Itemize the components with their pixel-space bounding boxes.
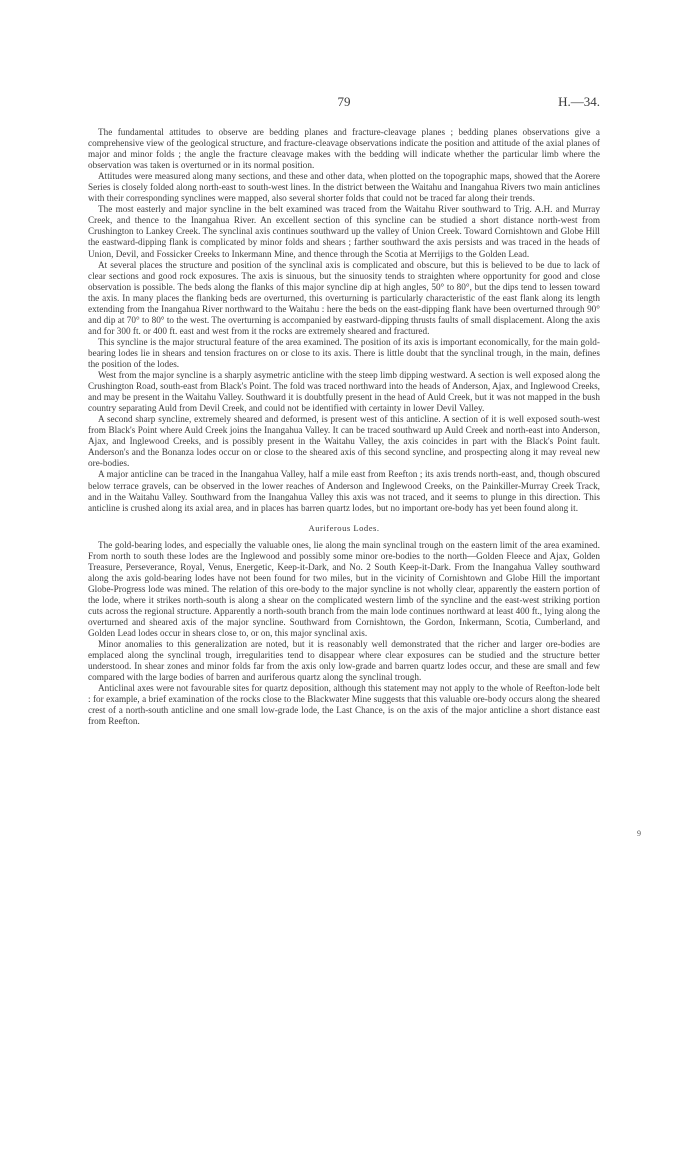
paragraph-gold-bearing-lodes: The gold-bearing lodes, and especially the valuable ones, lie along the main synclinal trough on the eastern limit of the area examined. From north to south these lodes are the Inglewood and possibly some minor ore-bodies to the north—Golden Fleece and Ajax, Golden Treasure, Perseverance, Royal, Venus, Energetic, Keep-it-Dark, and No. 2 South Keep-it-Dark. From the Inangahua Valley southward along the axis gold-bearing lodes have not been found for two miles, but in the vicinity of Cornishtown and Globe Hill the important Globe-Progress lode was mined. The relation of this ore-body to the major syncline is not wholly clear, apparently the eastern portion of the lode, where it strikes north-south is along a shear on the complicated western limb of the syncline and the east-west striking portion cuts across the regional structure. Apparently a north-south branch from the main lode continues northward at least 400 ft., lying along the overturned and sheared axis of the major syncline. Southward from Cornishtown, the Gordon, Inkermann, Scotia, Cumberland, and Golden Lead lodes occur in shears close to, or on, this major synclinal axis.: [88, 539, 600, 639]
page-header: [88, 94, 600, 112]
page-number: 79: [337, 94, 351, 109]
paragraph-attitudes: Attitudes were measured along many sections, and these and other data, when plotted on the topographic maps, showed that the Aorere Series is closely folded along north-east to south-west lines. In the district between the Waitahu and Inangahua Rivers two main anticlines with their corresponding synclines were mapped, also several shorter folds that could not be traced far along their trends.: [88, 171, 600, 204]
paragraph-anticlinal-axes: Anticlinal axes were not favourable sites for quartz deposition, although this statement may not apply to the whole of Reefton-lode belt : for example, a brief examination of the rocks close to the Blackwater Mine suggests that this valuable ore-body occurs along the sheared crest of a north-south anticline and one small low-grade lode, the Last Chance, is on the axis of the major anticline a short distance east from Reefton.: [88, 683, 600, 727]
document-reference: H.—34.: [558, 94, 600, 109]
paragraph-major-anticline: A major anticline can be traced in the Inangahua Valley, half a mile east from Reefton ; its axis trends north-east, and, though obscured below terrace gravels, can be observed in the lower reaches of Anderson and Inglewood Creeks, on the Painkiller-Murray Creek Track, and in the Waitahu Valley. Southward from the Inangahua Valley this axis was not traced, and it seems to plunge in this direction. This anticline is crushed along its axial area, and in places has barren quartz lodes, but no important ore-body has yet been found along it.: [88, 469, 600, 513]
section-heading-auriferous-lodes: Auriferous Lodes.: [308, 522, 380, 533]
paragraph-asymetric-anticline: West from the major syncline is a sharply asymetric anticline with the steep limb dipping westward. A section is well exposed along the Crushington Road, south-east from Black's Point. The fold was traced northward into the heads of Anderson, Ajax, and Inglewood Creeks, and may be present in the Waitahu Valley. Southward it is doubtfully present in the head of Auld Creek, but it was not mapped in the bush country separating Auld from Devil Creek, and could not be identified with certainty in lower Devil Valley.: [88, 370, 600, 414]
paragraph-synclinal-axis: At several places the structure and position of the synclinal axis is complicated and obscure, but this is believed to be due to lack of clear sections and good rock exposures. The axis is sinuous, but the sinuosity tends to straighten where opportunity for good and close observation is possible. The beds along the flanks of this major syncline dip at high angles, 50° to 80°, but the dips tend to lessen toward the axis. In many places the flanking beds are overturned, this overturning is particularly characteristic of the east flank along its length extending from the Inangahua River northward to the Waitahu : here the beds on the east-dipping flank have been overturned through 90° and dip at 70° to 80° to the west. The overturning is accompanied by eastward-dipping thrusts faults of small displacement. Along the axis and for 300 ft. or 400 ft. east and west from it the rocks are extremely sheared and fractured.: [88, 259, 600, 336]
document-body: [88, 127, 600, 727]
paragraph-structural-feature: This syncline is the major structural feature of the area examined. The position of its axis is important economically, for the main gold-bearing lodes lie in shears and tension fractures on or close to its axis. There is little doubt that the synclinal trough, in the main, defines the position of the lodes.: [88, 336, 600, 369]
paragraph-second-syncline: A second sharp syncline, extremely sheared and deformed, is present west of this anticline. A section of it is well exposed south-west from Black's Point where Auld Creek joins the Inangahua Valley. It can be traced southward up Auld Creek and north-east into Anderson, Ajax, and Inglewood Creeks, and is possibly present in the Waitahu Valley, the axis coincides in part with the Black's Point fault. Anderson's and the Bonanza lodes occur on or close to the sheared axis of this second syncline, and prospecting along it may reveal new ore-bodies.: [88, 414, 600, 469]
margin-mark: 9: [637, 829, 641, 838]
paragraph-minor-anomalies: Minor anomalies to this generalization are noted, but it is reasonably well demonstrated that the richer and larger ore-bodies are emplaced along the synclinal trough, irregularities tend to disappear where clear exposures can be studied and the structure better understood. In shear zones and minor folds far from the axis only low-grade and barren quartz lodes occur, and these are small and few compared with the large bodies of barren and auriferous quartz along the synclinal trough.: [88, 639, 600, 683]
paragraph-bedding-planes: The fundamental attitudes to observe are bedding planes and fracture-cleavage planes ; bedding planes observations give a comprehensive view of the geological structure, and fracture-cleavage observations indicate the position and attitude of the axial planes of major and minor folds ; the angle the fracture cleavage makes with the bedding will indicate whether the particular limb where the observation was taken is overturned or in its normal position.: [88, 127, 600, 171]
paragraph-major-syncline: The most easterly and major syncline in the belt examined was traced from the Waitahu River southward to Trig. A.H. and Murray Creek, and thence to the Inangahua River. An excellent section of this syncline can be studied a short distance north-west from Crushington to Lankey Creek. The synclinal axis continues southward up the valley of Union Creek. Toward Cornishtown and Globe Hill the eastward-dipping flank is complicated by minor folds and shears ; farther southward the axis persists and was traced in the heads of Union, Devil, and Fossicker Creeks to Inkermann Mine, and thence through the Scotia at Merrijigs to the Golden Lead.: [88, 204, 600, 259]
